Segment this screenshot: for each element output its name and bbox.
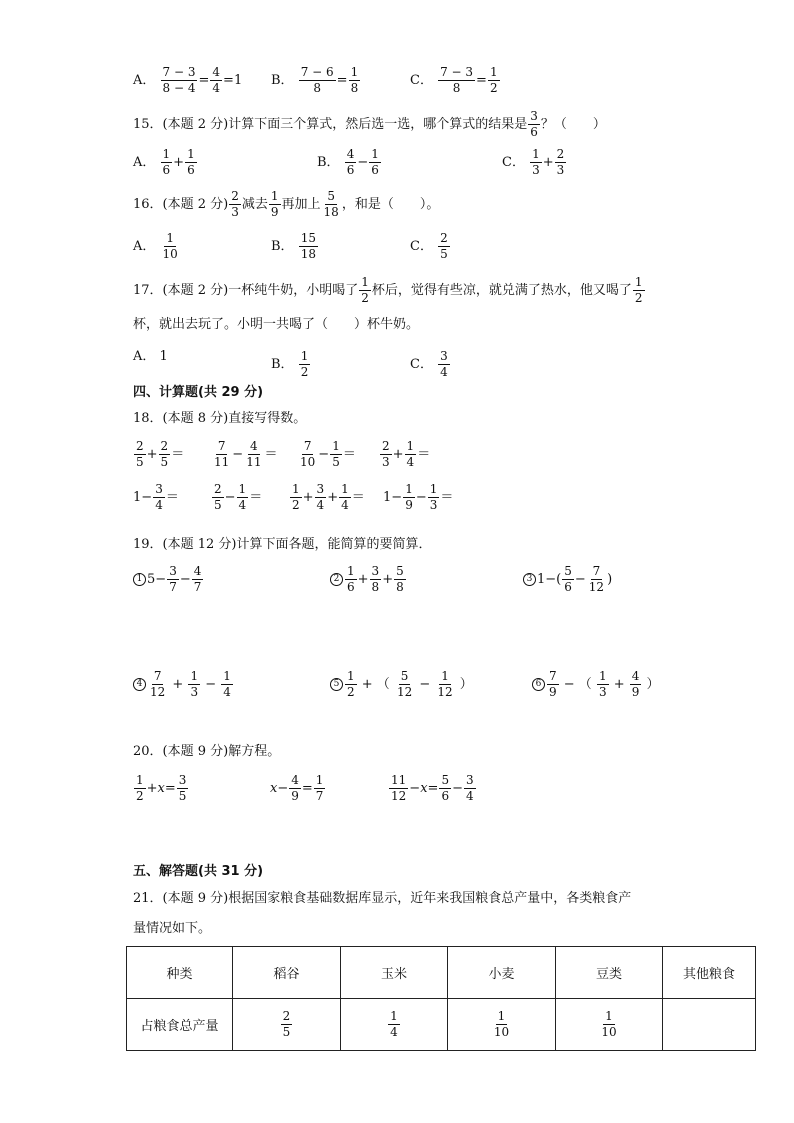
q16-option-a[interactable]: A． $\frac{1}{10}$	[133, 231, 178, 261]
q20-equation-2: x − $\frac{4}{9}$ = $\frac{1}{7}$	[270, 773, 324, 803]
q18-item: $\frac{1}{2}$ + $\frac{3}{4}$ + $\frac{1}{4}$ ＝	[292, 482, 365, 512]
fraction: $\frac{1}{3}$	[532, 147, 540, 177]
q18-item: 1 − $\frac{3}{4}$ ＝	[133, 482, 179, 512]
grain-table	[126, 946, 756, 1051]
table-cell: $\frac{1}{10}$	[448, 999, 556, 1051]
table-cell: $\frac{1}{10}$	[556, 999, 663, 1051]
q19-item-2: 2 $\frac{1}{6}$ + $\frac{3}{8}$ + $\frac{5}{8}$	[330, 565, 407, 593]
q15-option-b[interactable]: B． $\frac{4}{6}$ − $\frac{1}{6}$	[317, 147, 379, 177]
q18-item: $\frac{2}{3}$ + $\frac{1}{4}$ ＝	[382, 439, 431, 469]
q18-item: 1 − $\frac{1}{9}$ − $\frac{1}{3}$ ＝	[383, 482, 454, 512]
q18-stem: 18．(本题 8 分)直接写得数。	[133, 411, 307, 426]
table-cell: 占粮食总产量	[127, 999, 233, 1051]
table-cell: $\frac{1}{4}$	[341, 999, 448, 1051]
fraction: $\frac{1}{6}$	[162, 147, 171, 177]
table-row	[127, 999, 756, 1051]
fraction: $\frac{1}{2}$	[489, 65, 498, 95]
q20-equation-3: $\frac{11}{12}$ − x = $\frac{5}{6}$ − $\frac{3}{4}$	[391, 773, 474, 803]
q16-stem: 16．(本题 2 分) $\frac{2}{3}$ 减去 $\frac{1}{9}$ 再加上 $\frac{5}{18}$ ，和是（ ）。	[133, 189, 440, 219]
section-heading: 四、计算题(共 29 分)	[133, 385, 264, 400]
q19-stem: 19．(本题 12 分)计算下面各题，能简算的要简算．	[133, 537, 432, 552]
q16-option-c[interactable]: C． $\frac{2}{5}$	[410, 231, 448, 261]
q17-option-c[interactable]: C． $\frac{3}{4}$	[410, 349, 448, 379]
table-header: 豆类	[556, 947, 663, 999]
fraction: $\frac{2}{3}$	[556, 147, 565, 177]
fraction: $\frac{3}{4}$	[440, 349, 448, 379]
q15-stem: 15．(本题 2 分)计算下面三个算式，然后选一选，哪个算式的结果是 $\frac{3}{6}$ ？（ ）	[133, 109, 606, 139]
q18-item: $\frac{2}{5}$ + $\frac{2}{5}$ ＝	[136, 439, 185, 469]
q18-item: $\frac{2}{5}$ − $\frac{1}{4}$ ＝	[214, 482, 263, 512]
fraction: $\frac{7 - 6}{8}$	[300, 65, 334, 95]
q20-stem: 20．(本题 9 分)解方程。	[133, 744, 281, 759]
table-cell-empty[interactable]	[663, 999, 756, 1051]
q19-item-5: 5 $\frac{1}{2}$ + （ $\frac{5}{12}$ − $\frac{1}{12}$ ）	[330, 670, 473, 698]
q19-item-4: 4 $\frac{7}{12}$ + $\frac{1}{3}$ − $\frac{1}{4}$	[133, 670, 234, 698]
fraction: $\frac{5}{18}$	[323, 189, 339, 219]
q19-item-1: 1 5 − $\frac{3}{7}$ − $\frac{4}{7}$	[133, 565, 204, 593]
fraction: $\frac{7 - 3}{8}$	[440, 65, 474, 95]
q14-option-a[interactable]: A． $\frac{7 - 3}{8 - 4}$ = $\frac{4}{4}$ = 1	[133, 65, 243, 95]
fraction: $\frac{1}{9}$	[270, 189, 279, 219]
q17-option-a[interactable]: A． 1	[133, 349, 168, 364]
fraction: $\frac{1}{2}$	[634, 275, 643, 305]
fraction: $\frac{2}{3}$	[231, 189, 239, 219]
table-header: 小麦	[448, 947, 556, 999]
q21-stem-line2: 量情况如下。	[133, 921, 212, 936]
fraction: $\frac{1}{10}$	[162, 231, 178, 261]
table-header: 稻谷	[233, 947, 341, 999]
section-heading: 五、解答题(共 31 分)	[133, 864, 264, 879]
table-header: 玉米	[341, 947, 448, 999]
fraction: $\frac{1}{2}$	[300, 349, 309, 379]
q21-stem-line1: 21．(本题 9 分)根据国家粮食基础数据库显示，近年来我国粮食总产量中，各类粮食产	[133, 891, 632, 906]
q17-option-b[interactable]: B． $\frac{1}{2}$	[271, 349, 309, 379]
q15-option-a[interactable]: A． $\frac{1}{6}$ + $\frac{1}{6}$	[133, 147, 195, 177]
q19-item-3: 3 1 −( $\frac{5}{6}$ − $\frac{7}{12}$ )	[523, 565, 612, 593]
table-row	[127, 947, 756, 999]
q14-option-c[interactable]: C． $\frac{7 - 3}{8}$ = $\frac{1}{2}$	[410, 65, 498, 95]
q20-equation-1: $\frac{1}{2}$ + x = $\frac{3}{5}$	[136, 773, 187, 803]
q18-item: $\frac{7}{10}$ − $\frac{1}{5}$ ＝	[300, 439, 356, 469]
q19-item-6: 6 $\frac{7}{9}$ − （ $\frac{1}{3}$ + $\frac{4}{9}$ ）	[532, 670, 660, 698]
q15-option-c[interactable]: C． $\frac{1}{3}$ + $\frac{2}{3}$	[502, 147, 565, 177]
fraction: $\frac{1}{6}$	[187, 147, 195, 177]
q17-stem-line1: 17．(本题 2 分)一杯纯牛奶，小明喝了 $\frac{1}{2}$ 杯后，觉得有些凉，就兑满了热水，他又喝了 $\frac{1}{2}$	[133, 275, 643, 305]
fraction: $\frac{7 - 3}{8 - 4}$	[162, 65, 196, 95]
fraction: $\frac{2}{5}$	[440, 231, 448, 261]
q17-stem-line2: 杯，就出去玩了。小明一共喝了（ ）杯牛奶。	[133, 317, 420, 332]
fraction: $\frac{4}{6}$	[346, 147, 355, 177]
q16-option-b[interactable]: B． $\frac{15}{18}$	[271, 231, 316, 261]
fraction: $\frac{4}{4}$	[212, 65, 221, 95]
fraction: $\frac{1}{8}$	[350, 65, 359, 95]
table-header: 其他粮食	[663, 947, 756, 999]
table-header: 种类	[127, 947, 233, 999]
q14-option-b[interactable]: B． $\frac{7 - 6}{8}$ = $\frac{1}{8}$	[271, 65, 359, 95]
q18-item: $\frac{7}{11}$ − $\frac{4}{11}$ ＝	[214, 439, 278, 469]
table-cell: $\frac{2}{5}$	[233, 999, 341, 1051]
fraction: $\frac{1}{6}$	[371, 147, 379, 177]
fraction: $\frac{15}{18}$	[300, 231, 316, 261]
fraction: $\frac{1}{2}$	[361, 275, 369, 305]
fraction: $\frac{3}{6}$	[530, 109, 538, 139]
